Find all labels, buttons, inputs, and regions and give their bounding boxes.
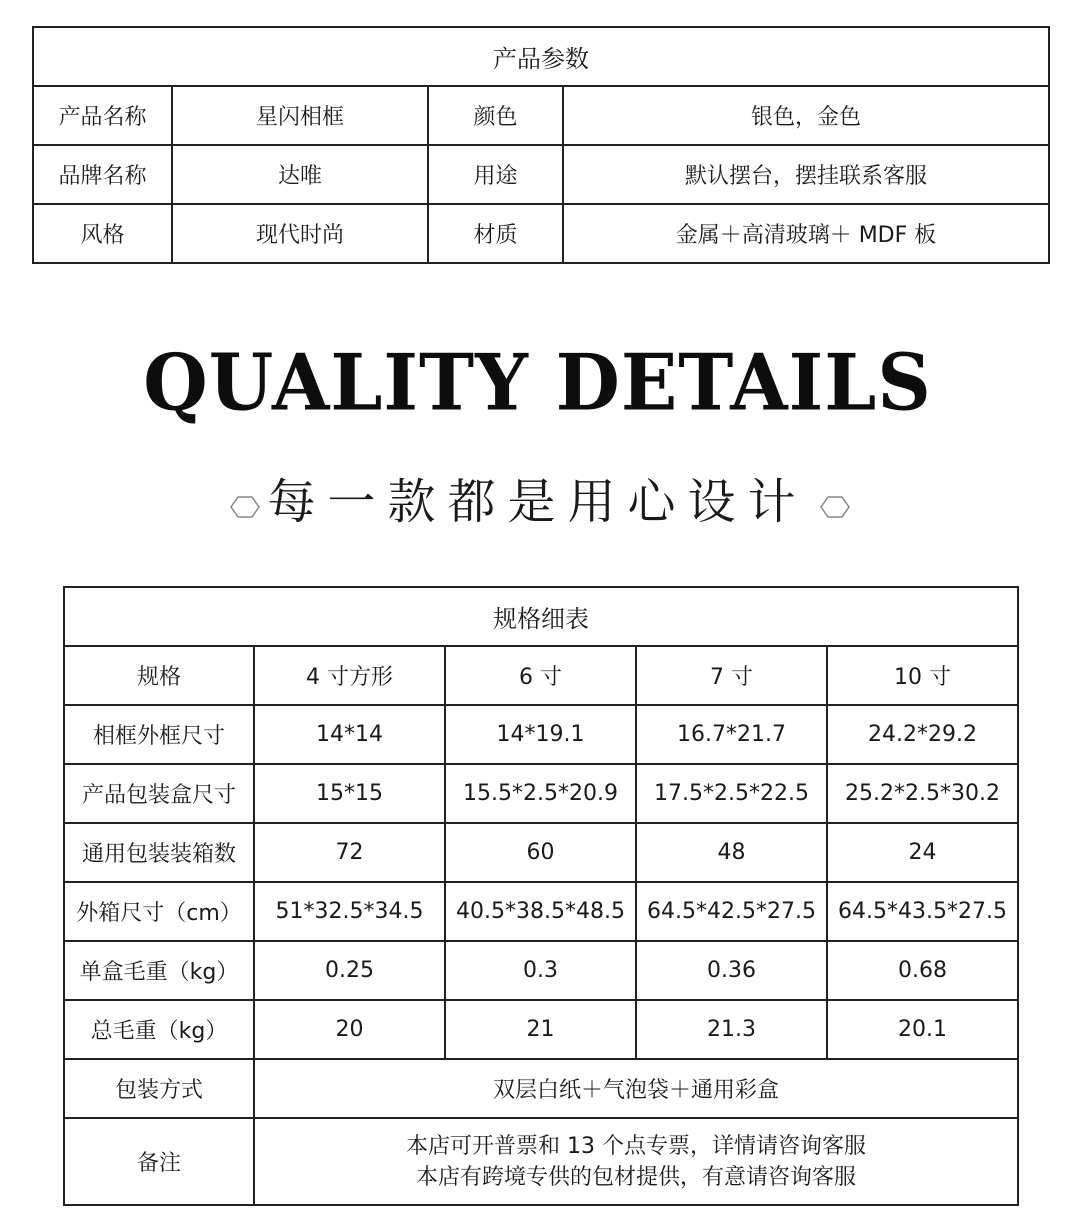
spec-header-row [64, 646, 1018, 705]
spec-header: 6 寸 [445, 646, 636, 705]
spec-cell: 0.3 [445, 941, 636, 1000]
param-label: 用途 [428, 145, 563, 204]
spec-cell: 24.2*29.2 [827, 705, 1018, 764]
notes-label: 备注 [64, 1118, 254, 1205]
param-label: 颜色 [428, 86, 563, 145]
note-line: 本店有跨境专供的包材提供，有意请咨询客服 [416, 1164, 857, 1190]
spec-cell: 64.5*43.5*27.5 [827, 882, 1018, 941]
param-value: 达唯 [172, 145, 428, 204]
spec-cell: 15*15 [254, 764, 445, 823]
param-value: 金属＋高清玻璃＋ MDF 板 [563, 204, 1049, 263]
notes-row [64, 1118, 1018, 1205]
spec-row [64, 823, 1018, 882]
spec-row [64, 705, 1018, 764]
spec-cell: 0.36 [636, 941, 827, 1000]
spec-row-label: 总毛重（kg） [64, 1000, 254, 1059]
product-params-title-row [33, 27, 1049, 86]
packaging-label: 包装方式 [64, 1059, 254, 1118]
spec-cell: 24 [827, 823, 1018, 882]
spec-row-label: 外箱尺寸（cm） [64, 882, 254, 941]
spec-cell: 17.5*2.5*22.5 [636, 764, 827, 823]
note-line: 本店可开普票和 13 个点专票，详情请咨询客服 [406, 1133, 866, 1159]
quality-details-heading: QUALITY DETAILS [143, 337, 932, 429]
spec-header: 规格 [64, 646, 254, 705]
param-value: 现代时尚 [172, 204, 428, 263]
spec-cell: 0.25 [254, 941, 445, 1000]
param-row [33, 145, 1049, 204]
spec-row-label: 相框外框尺寸 [64, 705, 254, 764]
spec-cell: 25.2*2.5*30.2 [827, 764, 1018, 823]
product-params-table [32, 26, 1050, 264]
param-label: 材质 [428, 204, 563, 263]
spec-cell: 20 [254, 1000, 445, 1059]
product-params-title: 产品参数 [33, 27, 1049, 86]
spec-cell: 14*19.1 [445, 705, 636, 764]
spec-cell: 51*32.5*34.5 [254, 882, 445, 941]
notes-value [254, 1118, 1018, 1205]
param-label: 风格 [33, 204, 172, 263]
spec-row [64, 764, 1018, 823]
spec-cell: 16.7*21.7 [636, 705, 827, 764]
param-value: 银色，金色 [563, 86, 1049, 145]
spec-header: 7 寸 [636, 646, 827, 705]
param-value: 星闪相框 [172, 86, 428, 145]
quality-subtitle: 每一款都是用心设计 [267, 474, 808, 530]
spec-row-label: 通用包装装箱数 [64, 823, 254, 882]
spec-header: 4 寸方形 [254, 646, 445, 705]
spec-header: 10 寸 [827, 646, 1018, 705]
packaging-row [64, 1059, 1018, 1118]
spec-cell: 48 [636, 823, 827, 882]
spec-cell: 72 [254, 823, 445, 882]
packaging-value: 双层白纸＋气泡袋＋通用彩盒 [254, 1059, 1018, 1118]
spec-cell: 21 [445, 1000, 636, 1059]
param-row [33, 204, 1049, 263]
spec-cell: 40.5*38.5*48.5 [445, 882, 636, 941]
param-row [33, 86, 1049, 145]
spec-title-row [64, 587, 1018, 646]
param-label: 品牌名称 [33, 145, 172, 204]
spec-cell: 0.68 [827, 941, 1018, 1000]
param-label: 产品名称 [33, 86, 172, 145]
spec-row [64, 1000, 1018, 1059]
spec-row-label: 单盒毛重（kg） [64, 941, 254, 1000]
spec-row-label: 产品包装盒尺寸 [64, 764, 254, 823]
spec-cell: 14*14 [254, 705, 445, 764]
spec-cell: 21.3 [636, 1000, 827, 1059]
spec-row [64, 941, 1018, 1000]
spec-row [64, 882, 1018, 941]
spec-cell: 20.1 [827, 1000, 1018, 1059]
hexagon-outline-icon [820, 496, 850, 518]
param-value: 默认摆台，摆挂联系客服 [563, 145, 1049, 204]
spec-cell: 64.5*42.5*27.5 [636, 882, 827, 941]
spec-cell: 15.5*2.5*20.9 [445, 764, 636, 823]
spec-cell: 60 [445, 823, 636, 882]
spec-table [63, 586, 1019, 1206]
spec-table-title: 规格细表 [64, 587, 1018, 646]
